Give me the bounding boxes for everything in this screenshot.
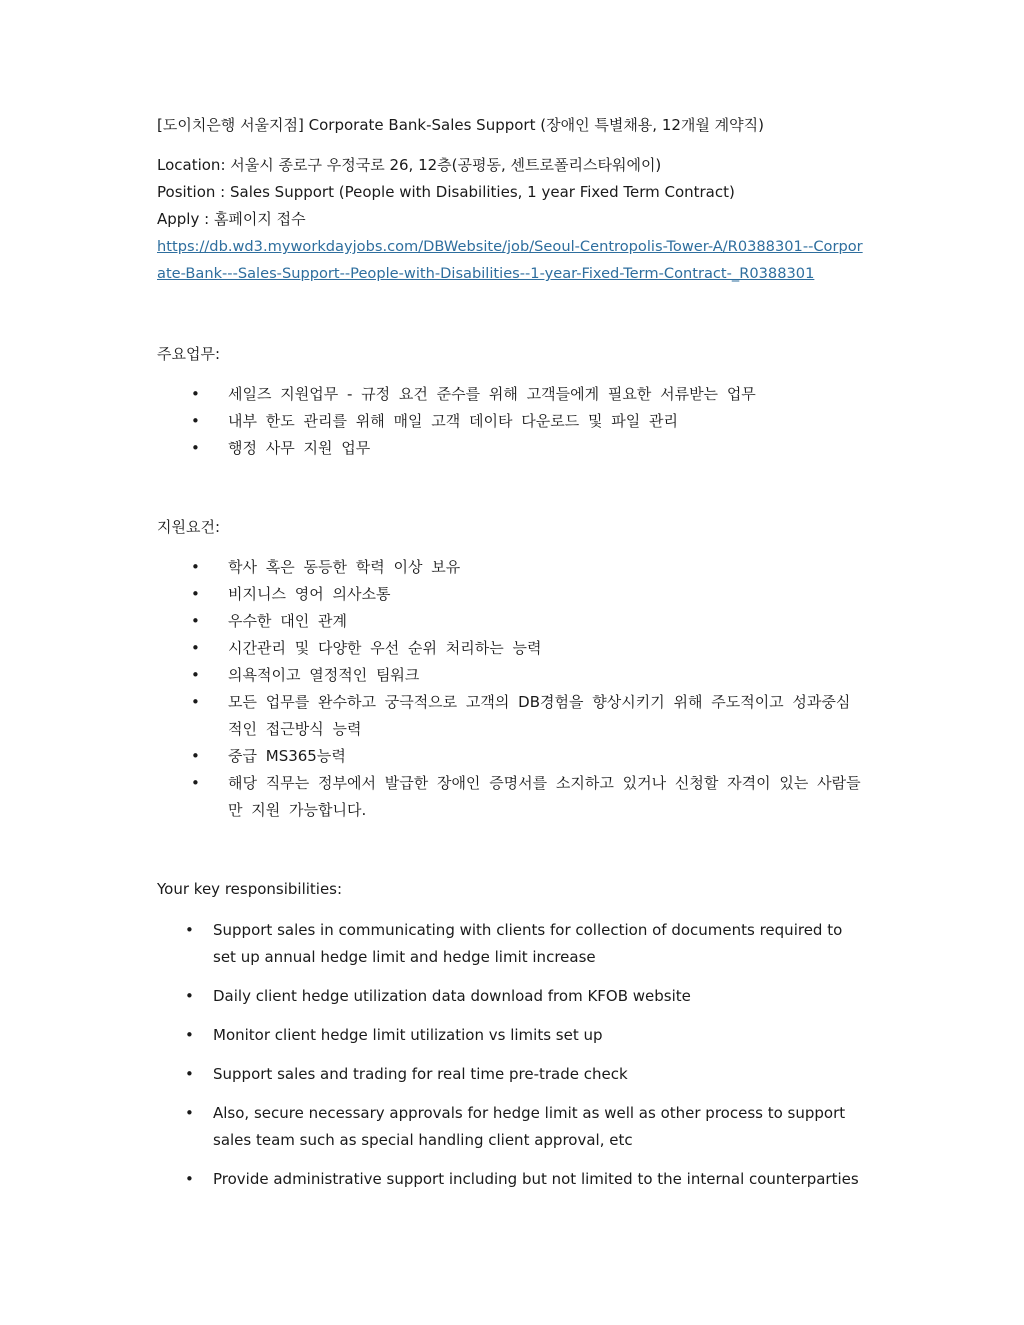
list-item: • 의욕적이고 열정적인 팀워크 [157,662,864,689]
list-item: • Provide administrative support including but not limited to the internal counterparties [157,1166,863,1193]
list-item: • 우수한 대인 관계 [157,608,864,635]
list-item: • Also, secure necessary approvals for hedge limit as well as other process to support sales team such as special handling client approval, etc [157,1100,863,1154]
responsibilities-heading: Your key responsibilities: [157,880,343,898]
duties-list [157,381,877,462]
list-item: • 학사 혹은 동등한 학력 이상 보유 [157,554,864,581]
location-line: Location: 서울시 종로구 우정국로 26, 12층(공평동, 센트로폴리스타워에이) [157,156,662,174]
list-item: • 세일즈 지원업무 - 규정 요건 준수를 위해 고객들에게 필요한 서류받는 업무 [157,381,864,408]
list-item: • 모든 업무를 완수하고 궁극적으로 고객의 DB경험을 향상시키기 위해 주도적이고 성과중심적인 접근방식 능력 [157,689,864,743]
list-item: • Support sales and trading for real time pre-trade check [157,1061,863,1088]
list-item: • 중급 MS365능력 [157,743,864,770]
list-item: • 해당 직무는 정부에서 발급한 장애인 증명서를 소지하고 있거나 신청할 자격이 있는 사람들만 지원 가능합니다. [157,770,864,824]
list-item: • 시간관리 및 다양한 우선 순위 처리하는 능력 [157,635,864,662]
requirements-list [157,554,877,824]
apply-link[interactable]: https://db.wd3.myworkdayjobs.com/DBWebsite/job/Seoul-Centropolis-Tower-A/R0388301--Corporate-Bank---Sales-Support--People-with-Disabilities--1-year-Fixed-Term-Contract-_R0388301 [157,238,863,282]
list-item: • 내부 한도 관리를 위해 매일 고객 데이타 다운로드 및 파일 관리 [157,408,864,435]
responsibilities-list [157,917,877,1193]
job-title: [도이치은행 서울지점] Corporate Bank-Sales Support (장애인 특별채용, 12개월 계약직) [157,116,764,134]
document-page [157,112,877,1205]
requirements-heading: 지원요건: [157,518,221,536]
duties-heading: 주요업무: [157,345,221,363]
position-line: Position : Sales Support (People with Disabilities, 1 year Fixed Term Contract) [157,183,735,201]
list-item: • 비지니스 영어 의사소통 [157,581,864,608]
apply-line: Apply : 홈페이지 접수 [157,210,306,228]
list-item: • Daily client hedge utilization data download from KFOB website [157,983,863,1010]
list-item: • 행정 사무 지원 업무 [157,435,864,462]
list-item: • Monitor client hedge limit utilization vs limits set up [157,1022,863,1049]
list-item: • Support sales in communicating with clients for collection of documents required to set up annual hedge limit and hedge limit increase [157,917,863,971]
